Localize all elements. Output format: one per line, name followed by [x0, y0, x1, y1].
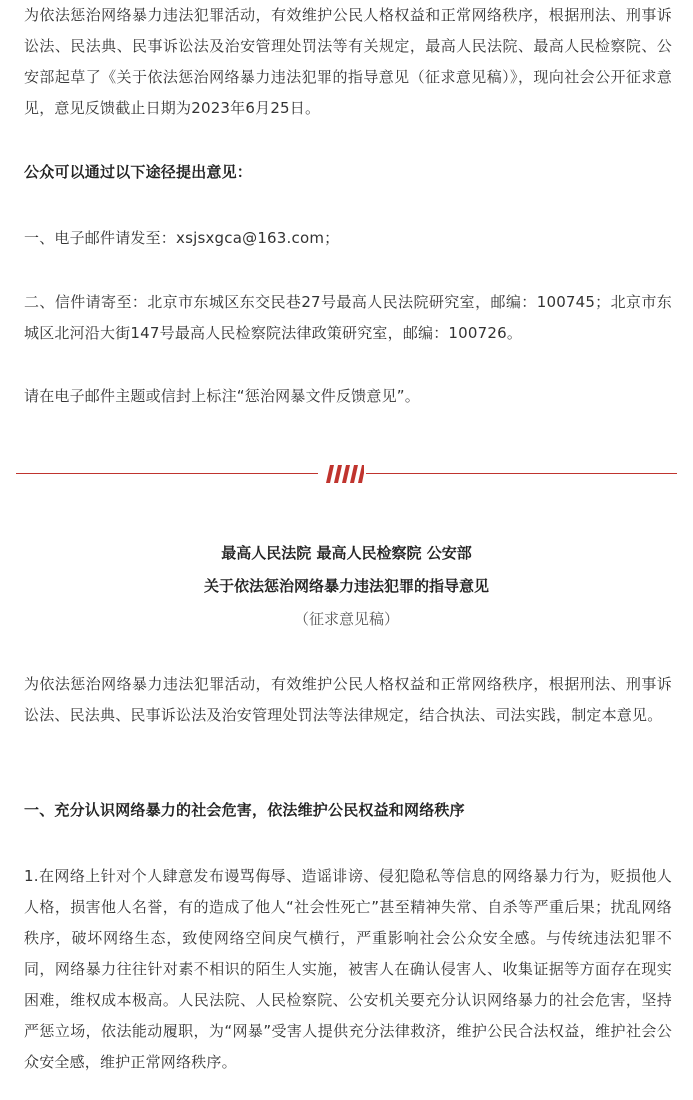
way-email: 一、电子邮件请发至：xsjsxgca@163.com； [24, 229, 340, 247]
section1-item1: 1.在网络上针对个人肆意发布谩骂侮辱、造谣诽谤、侵犯隐私等信息的网络暴力行为，贬损他人人格，损害他人名誉，有的造成了他人“社会性死亡”甚至精神失常、自杀等严重后果；扰乱网络秩序，破坏网络生态，致使网络空间戾气横行，严重影响社会公众安全感。与传统违法犯罪不同，网络暴力往往针对素不相识的陌生人实施，被害人在确认侵害人、收集证据等方面存在现实困难，维权成本极高。人民法院、人民检察院、公安机关要充分认识网络暴力的社会危害，坚持严惩立场，依法能动履职，为“网暴”受害人提供充分法律救济，维护公民合法权益，维护社会公众安全感，维护正常网络秩序。 [24, 867, 672, 1071]
section-divider [16, 462, 677, 486]
divider-slashes-icon [322, 464, 364, 484]
document-issuers: 最高人民法院 最高人民检察院 公安部 [221, 544, 472, 562]
section1-heading: 一、充分认识网络暴力的社会危害，依法维护公民权益和网络秩序 [24, 801, 465, 819]
ways-heading: 公众可以通过以下途径提出意见： [24, 163, 253, 181]
intro-paragraph: 为依法惩治网络暴力违法犯罪活动，有效维护公民人格权益和正常网络秩序，根据刑法、刑事诉讼法、民法典、民事诉讼法及治安管理处罚法等有关规定，最高人民法院、最高人民检察院、公安部起草了《关于依法惩治网络暴力违法犯罪的指导意见（征求意见稿）》，现向社会公开征求意见，意见反馈截止日期为2023年6月25日。 [24, 6, 672, 117]
divider-line-left [16, 473, 318, 474]
document-preamble: 为依法惩治网络暴力违法犯罪活动，有效维护公民人格权益和正常网络秩序，根据刑法、刑事诉讼法、民法典、民事诉讼法及治安管理处罚法等法律规定，结合执法、司法实践，制定本意见。 [24, 675, 672, 724]
feedback-note: 请在电子邮件主题或信封上标注“惩治网暴文件反馈意见”。 [24, 387, 420, 405]
document-subtitle: （征求意见稿） [293, 610, 399, 628]
document-title: 关于依法惩治网络暴力违法犯罪的指导意见 [203, 577, 489, 595]
way-letter: 二、信件请寄至：北京市东城区东交民巷27号最高人民法院研究室，邮编：100745；北京市东城区北河沿大街147号最高人民检察院法律政策研究室，邮编：100726。 [24, 293, 672, 342]
divider-line-right [366, 473, 677, 474]
